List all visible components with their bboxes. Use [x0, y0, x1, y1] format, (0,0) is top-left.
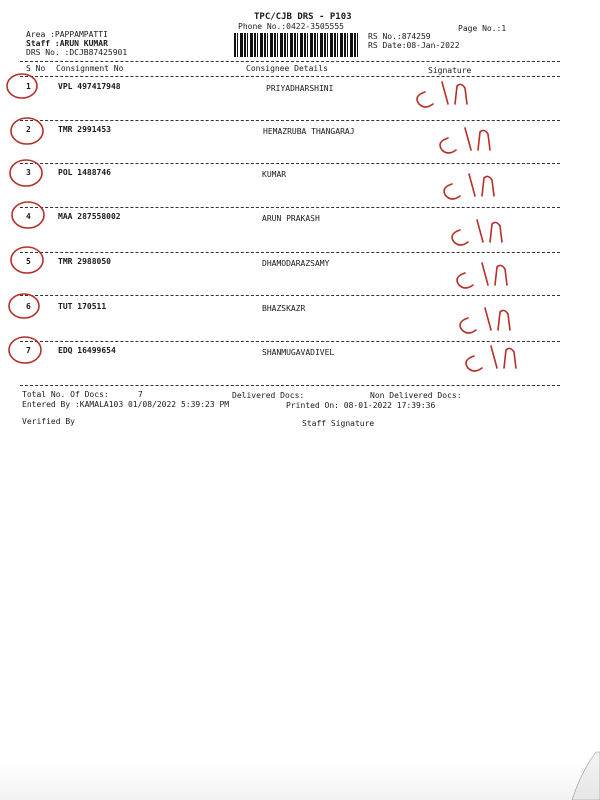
- circle-mark: [11, 247, 43, 273]
- row-consignee: HEMAZRUBA THANGARAJ: [263, 127, 355, 136]
- row-consignment-no: VPL 497417948: [58, 82, 121, 91]
- total-docs-label: Total No. Of Docs:: [22, 390, 109, 399]
- row-sno: 2: [26, 125, 31, 134]
- delivered-docs-label: Delivered Docs:: [232, 391, 305, 400]
- col-sno-header: S No: [26, 64, 46, 73]
- col-consignee-header: Consignee Details: [246, 64, 328, 73]
- entered-by: Entered By :KAMALA103 01/08/2022 5:39:23 PM: [22, 400, 230, 409]
- row-sno: 5: [26, 257, 31, 266]
- row-consignment-no: TUT 170511: [58, 302, 107, 311]
- staff-field: Staff :ARUN KUMAR: [26, 39, 108, 48]
- circle-mark: [12, 202, 44, 228]
- row-consignee: ARUN PRAKASH: [262, 214, 320, 223]
- area-field: Area :PAPPAMPATTI: [26, 30, 108, 39]
- row-sno: 1: [26, 82, 31, 91]
- cn-signature-mark: [452, 220, 502, 245]
- row-consignee: KUMAR: [262, 170, 287, 179]
- cn-signature-mark: [460, 308, 510, 333]
- circle-mark: [10, 160, 42, 186]
- row-consignee: SHANMUGAVADIVEL: [262, 348, 335, 357]
- document-title: TPC/CJB DRS - P103: [254, 12, 352, 22]
- col-consignment-header: Consignment No: [56, 64, 124, 73]
- verified-by: Verified By: [22, 417, 75, 426]
- row-consignment-no: EDQ 16499654: [58, 346, 116, 355]
- cn-signature-mark: [440, 128, 490, 153]
- row-sno: 3: [26, 168, 31, 177]
- rs-number: RS No.:874259: [368, 32, 431, 41]
- circle-mark: [9, 337, 41, 363]
- row-sno: 4: [26, 212, 31, 221]
- col-signature-header: Signature: [428, 66, 472, 75]
- circle-mark: [11, 118, 43, 144]
- staff-signature-label: Staff Signature: [302, 419, 375, 428]
- cn-signature-mark: [444, 174, 494, 199]
- scan-shadow: [0, 760, 600, 800]
- row-consignee: PRIYADHARSHINI: [266, 84, 334, 93]
- rs-date: RS Date:08-Jan-2022: [368, 41, 460, 50]
- row-consignment-no: TMR 2991453: [58, 125, 111, 134]
- circle-mark: [9, 294, 39, 318]
- cn-signature-mark: [466, 346, 516, 371]
- printed-on: Printed On: 08-01-2022 17:39:36: [286, 401, 436, 410]
- phone-number: Phone No.:0422-3505555: [238, 22, 344, 31]
- non-delivered-docs-label: Non Delivered Docs:: [370, 391, 462, 400]
- row-consignee: BHAZSKAZR: [262, 304, 306, 313]
- row-consignment-no: POL 1488746: [58, 168, 111, 177]
- row-sno: 7: [26, 346, 31, 355]
- row-consignment-no: TMR 2988050: [58, 257, 111, 266]
- circle-mark: [7, 74, 37, 98]
- page-number: Page No.:1: [458, 24, 507, 33]
- cn-signature-mark: [417, 82, 467, 107]
- total-docs-value: 7: [138, 390, 143, 399]
- row-consignee: DHAMODARAZSAMY: [262, 259, 330, 268]
- row-sno: 6: [26, 302, 31, 311]
- row-consignment-no: MAA 287558002: [58, 212, 121, 221]
- cn-signature-mark: [457, 263, 507, 288]
- drs-number: DRS No. :DCJB87425901: [26, 48, 128, 57]
